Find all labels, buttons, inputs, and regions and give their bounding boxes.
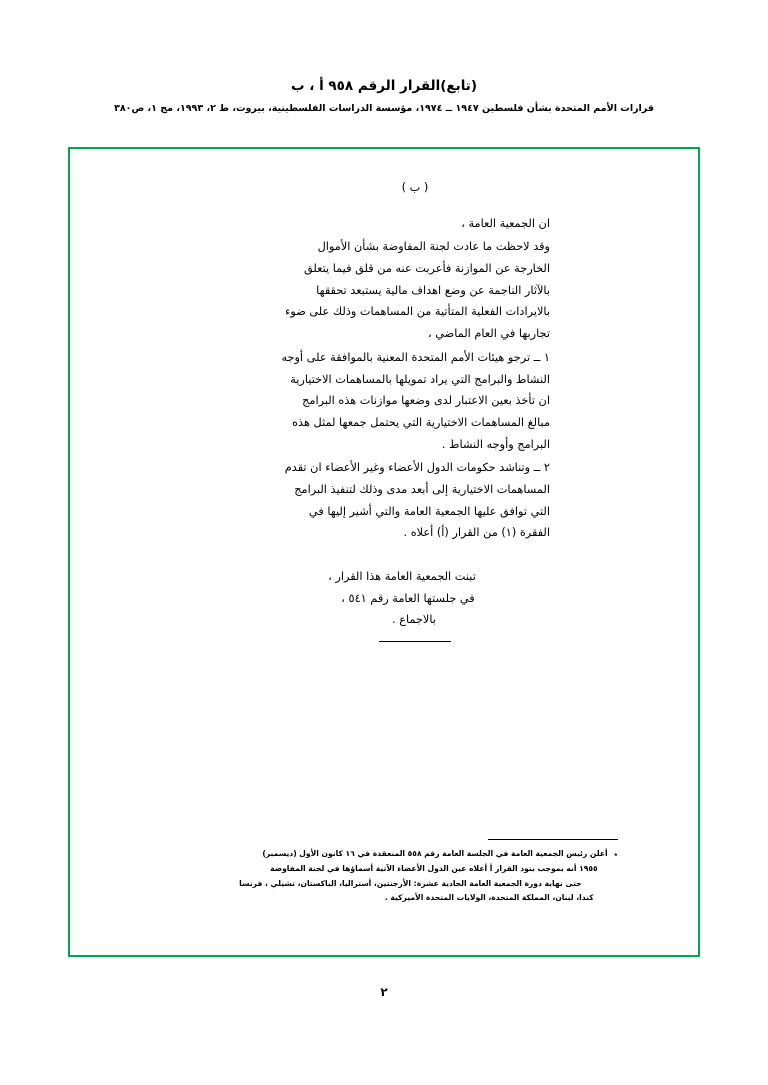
footnote-line-2: ١٩٥٥ أنه بموجب بنود القرار أ أعلاه عين الدول الأعضاء الآتية أسماؤها في لجنة المفاوضة bbox=[270, 863, 598, 873]
page-number: ٢ bbox=[380, 985, 388, 999]
resolution-body bbox=[280, 177, 550, 642]
section-label: ( ب ) bbox=[401, 181, 429, 194]
paragraph-operative-2: ٢ ــ وتناشد حكومات الدول الأعضاء وغير الأعضاء ان تقدم المساهمات الاختيارية إلى أبعد مدى وذلك لتنفيذ البرامج التي توافق عليها الجمعية العامة والتي أشير إليها في الفقرة (١) من القرار (أ) أعلاه . bbox=[284, 461, 550, 540]
divider-rule bbox=[379, 641, 451, 642]
footnote-line-3: حتى نهاية دورة الجمعية العامة الحادية عشرة: الأرجنتين، أستراليا، الباكستان، تشيلي ، فرنسا bbox=[239, 878, 582, 888]
adoption-line-1: تبنت الجمعية العامة هذا القرار ، bbox=[328, 570, 476, 583]
footnote-line-1: أعلن رئيس الجمعية العامة في الجلسة العامة رقم ٥٥٨ المنعقدة في ١٦ كانون الأول (ديسمبر) bbox=[262, 849, 608, 858]
page-title: (تابع)القرار الرقم ٩٥٨ أ ، ب bbox=[290, 78, 478, 94]
footnote-text bbox=[158, 847, 608, 906]
adoption-note bbox=[280, 566, 550, 642]
footnote-block bbox=[158, 839, 618, 906]
paragraph-preamble-opening: ان الجمعية العامة ، bbox=[461, 216, 550, 230]
content-frame bbox=[68, 147, 700, 957]
document-header bbox=[0, 78, 768, 114]
source-citation: قرارات الأمم المتحدة بشأن فلسطين ١٩٤٧ ــ ١٩٧٤، مؤسسة الدراسات الفلسطينية، بيروت، ط ٢، ١٩٩٣، مج ١، ص٣٨٠ bbox=[114, 103, 654, 114]
adoption-line-3: بالاجماع . bbox=[392, 613, 436, 627]
footnote-separator bbox=[488, 839, 618, 840]
paragraph-preamble-noting: وقد لاحظت ما عادت لجنة المفاوضة بشأن الأموال الخارجة عن الموازنة فأعربت عنه من قلق فيما يتعلق بالآثار الناجمة عن وضع اهداف مالية يستبعد تحققها بالايرادات الفعلية المتأتية من المساهمات وذلك على ضوء تجاربها في العام الماضي ، bbox=[285, 240, 550, 341]
footnote-line-4: كندا، لبنان، المملكة المتحدة، الولايات المتحدة الأميركية . bbox=[384, 893, 594, 903]
paragraph-operative-1: ١ ــ ترجو هيئات الأمم المتحدة المعنية بالموافقة على أوجه النشاط والبرامج التي يراد تمويلها بالمساهمات الاختيارية ان تأخذ بعين الاعتبار لدى وضعها موازنات هذه البرامج مبالغ المساهمات الاختيارية التي يحتمل جمعها لمثل هذه البرامج وأوجه النشاط . bbox=[281, 350, 550, 451]
footnote-bullet-icon: ٭ bbox=[613, 850, 618, 859]
adoption-line-2: في جلستها العامة رقم ٥٤١ ، bbox=[341, 591, 475, 605]
